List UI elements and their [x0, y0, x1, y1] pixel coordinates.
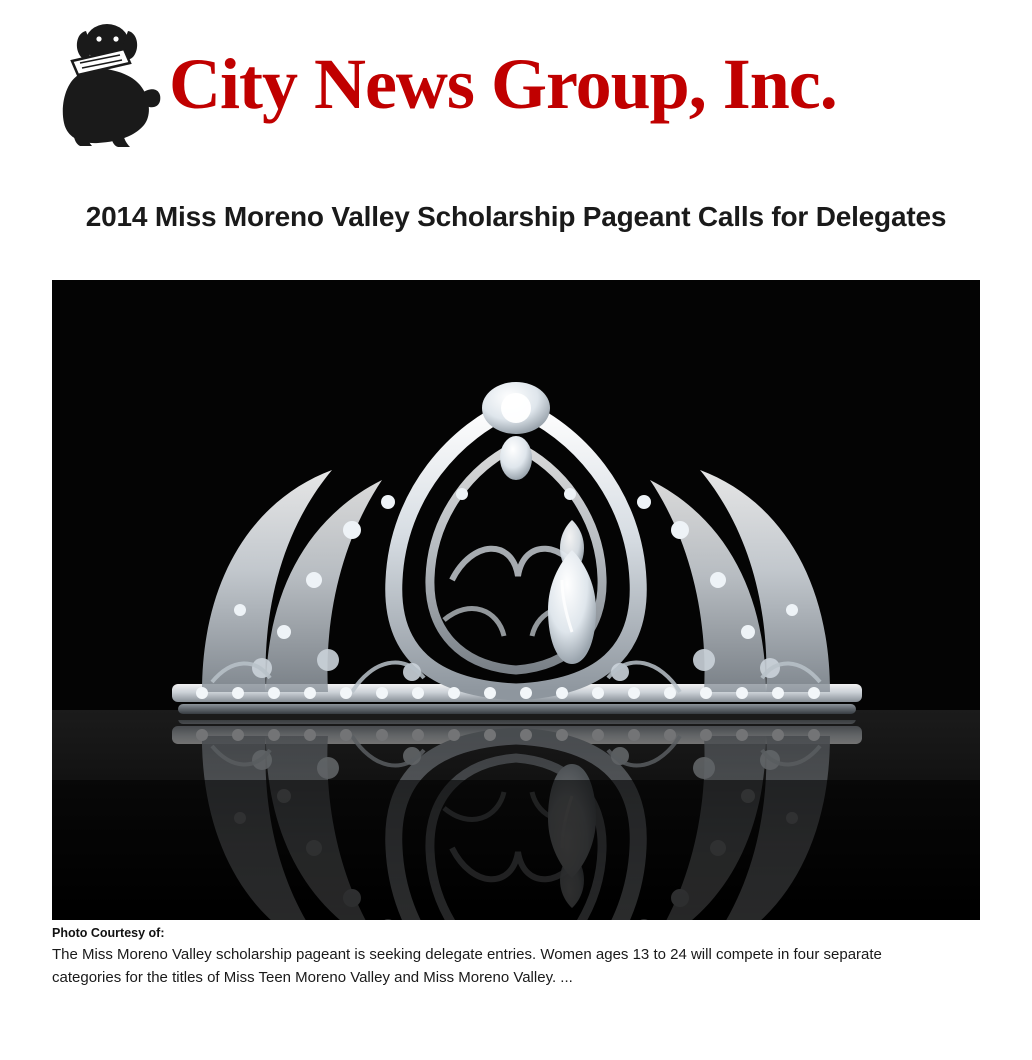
dog-with-newspaper-logo-icon [50, 19, 165, 149]
site-title: City News Group, Inc. [169, 44, 837, 124]
article-figure [52, 280, 980, 989]
page-title: 2014 Miss Moreno Valley Scholarship Pageant Calls for Delegates [85, 201, 947, 232]
site-masthead [0, 0, 1032, 150]
article-caption-text: The Miss Moreno Valley scholarship pageant is seeking delegate entries. Women ages 13 to 24 will compete in four separate categories for the titles of Miss Teen Moreno Valley and Miss Moreno Valley. ... [52, 946, 882, 986]
article-photo [52, 280, 980, 920]
photo-credit-label: Photo Courtesy of: [52, 925, 165, 940]
figure-caption [52, 925, 980, 989]
